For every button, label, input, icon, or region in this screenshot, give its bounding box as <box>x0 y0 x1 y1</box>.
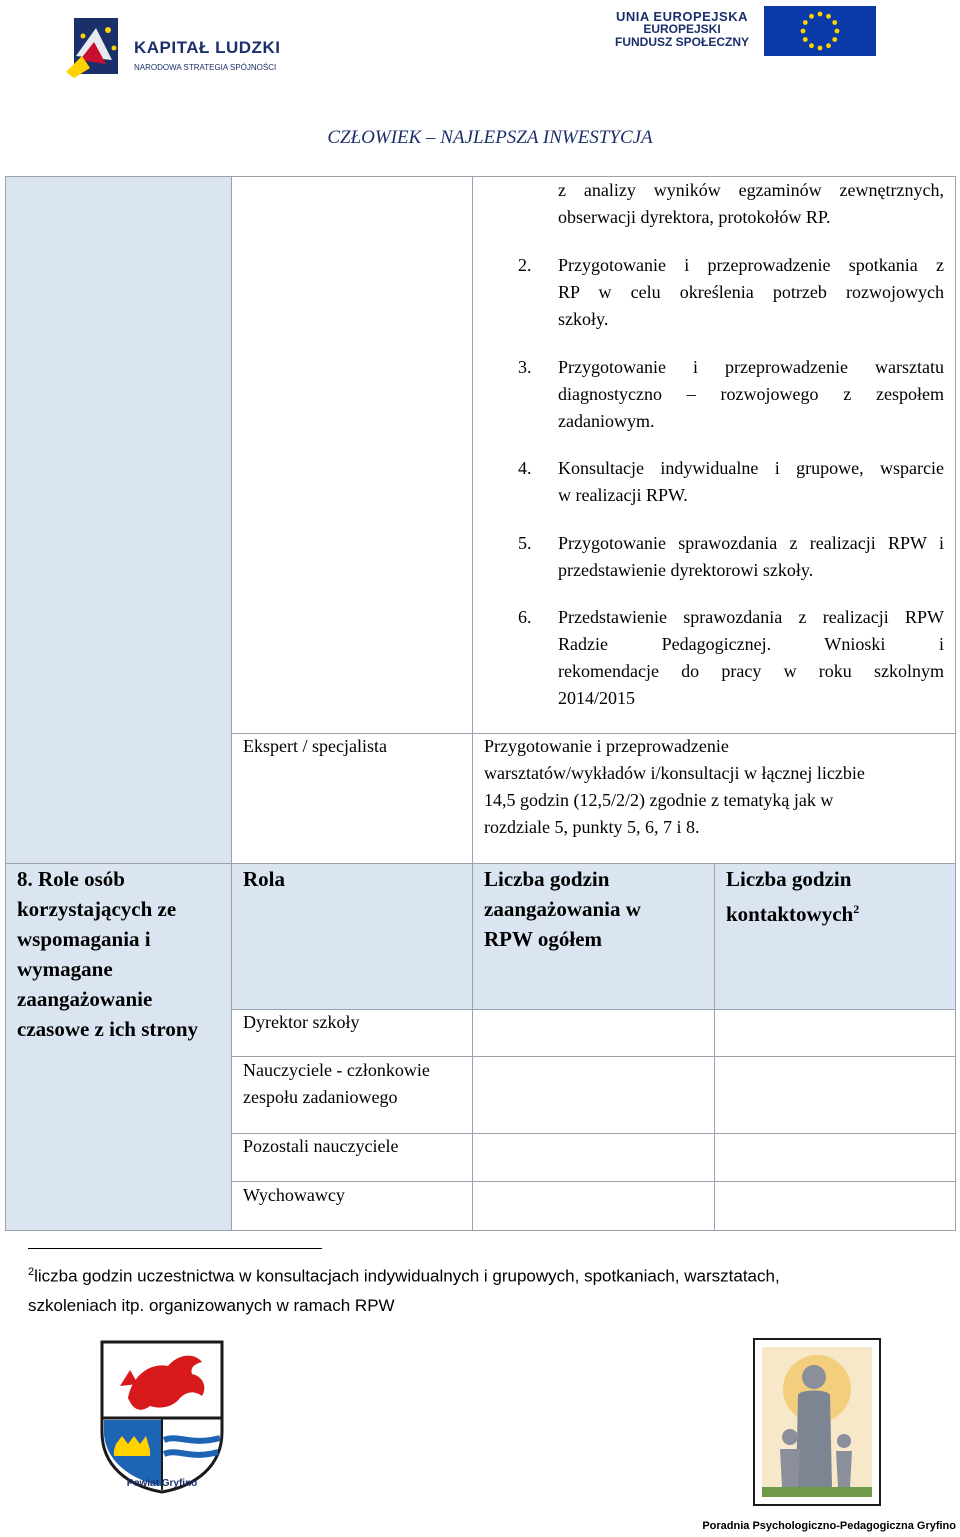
row-label: Pozostali nauczyciele <box>243 1136 399 1156</box>
table-cell <box>714 1133 956 1182</box>
list-item: 5. Przygotowanie sprawozdania z realizacji RPW i przedstawienie dyrektorowi szkoły. <box>518 533 944 580</box>
column-header-contact: Liczba godzin kontaktowych$^2$ <box>726 867 860 926</box>
footnote-line-1: liczba godzin uczestnictwa w konsultacjach indywidualnych i grupowych, spotkaniach, warsztatach, <box>34 1266 780 1286</box>
eu-line-3: FUNDUSZ SPOŁECZNY <box>614 35 749 49</box>
row-label: Wychowawcy <box>243 1185 345 1205</box>
row-label: Nauczyciele - członkowie zespołu zadaniowego <box>243 1060 430 1107</box>
eu-line-2: EUROPEJSKI <box>643 22 721 36</box>
table-cell <box>472 1056 715 1134</box>
eu-logo <box>584 6 876 58</box>
motto: CZŁOWIEK – NAJLEPSZA INWESTYCJA <box>327 127 653 148</box>
griffin-crest-icon <box>98 1340 226 1496</box>
intro-line: obserwacji dyrektora, protokołów RP. <box>558 207 831 227</box>
eu-flag-icon <box>764 6 876 56</box>
intro-text <box>518 177 944 231</box>
family-figures-icon <box>752 1337 882 1507</box>
table-cell <box>714 1056 956 1134</box>
ppp-gryfino-logo <box>752 1337 882 1512</box>
footnote <box>28 1258 928 1320</box>
footnote-rule <box>28 1248 322 1249</box>
table-cell <box>472 1133 715 1182</box>
list-item: 3. Przygotowanie i przeprowadzenie warsztatu diagnostyczno – rozwojowego z zespołem zadaniowym. <box>518 357 944 431</box>
table-cell <box>472 1009 715 1057</box>
table-left-column <box>5 176 232 864</box>
crest-label: Powiat Gryfino <box>126 1478 198 1489</box>
list-item: 2. Przygotowanie i przeprowadzenie spotkania z RP w celu określenia potrzeb rozwojowych szkoły. <box>518 255 944 329</box>
table-cell <box>714 1009 956 1057</box>
row-label: Dyrektor szkoły <box>243 1012 360 1032</box>
table-cell <box>472 1181 715 1231</box>
list-item: 4. Konsultacje indywidualne i grupowe, wsparcie w realizacji RPW. <box>518 458 944 505</box>
footnote-number: 2 <box>28 1266 35 1278</box>
footer-org-name: Poradnia Psychologiczno-Pedagogiczna Gryfino <box>702 1520 956 1532</box>
kapital-ludzki-emblem-icon <box>66 16 126 78</box>
kapital-ludzki-subtitle: NARODOWA STRATEGIA SPÓJNOŚCI <box>134 63 277 72</box>
column-header-role: Rola <box>243 867 285 891</box>
intro-line: z analizy wyników egzaminów zewnętrznych, <box>558 180 944 200</box>
eu-line-1: UNIA EUROPEJSKA <box>616 9 748 24</box>
table-cell <box>714 1181 956 1231</box>
footnote-ref: 2 <box>853 902 860 916</box>
expert-role: Ekspert / specjalista <box>243 736 387 756</box>
powiat-gryfino-crest <box>98 1340 226 1501</box>
kapital-ludzki-title: KAPITAŁ LUDZKI <box>134 38 281 57</box>
column-header-total: Liczba godzin zaangażowania w RPW ogółem <box>484 867 641 951</box>
section8-title: 8. Role osób korzystających ze wspomagania i wymagane zaangażowanie czasowe z ich strony <box>17 867 198 1041</box>
footnote-line-2: szkoleniach itp. organizowanych w ramach RPW <box>28 1295 395 1315</box>
list-item: 6. Przedstawienie sprawozdania z realizacji RPW Radzie Pedagogicznej. Wnioski i rekomendacje do pracy w roku szkolnym 2014/2015 <box>518 607 944 708</box>
table-role-column <box>231 176 473 734</box>
expert-description: Przygotowanie i przeprowadzenie warsztatów/wykładów i/konsultacji w łącznej liczbie 14,5 godzin (12,5/2/2) zgodnie z tematyką jak w rozdziale 5, punkty 5, 6, 7 i 8. <box>484 736 865 837</box>
kapital-ludzki-logo <box>66 14 316 84</box>
